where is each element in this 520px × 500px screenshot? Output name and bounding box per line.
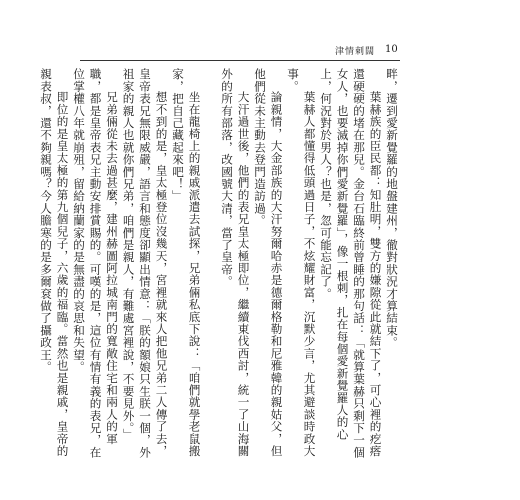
vertical-text-body (39, 68, 400, 463)
paragraph: 兄弟倆從未去過甚麼，建州赫圖阿拉城南門的寬敞住宅和兩人的軍職，都是皇帝表兄主動安排賞賜的。可嘆的是，這位有情有義的表兄，在位掌權八年就崩殂，留給納蘭家的是無盡的哀思和失望。 (72, 68, 119, 459)
paragraph: 想不到的是，皇太極登位沒幾天，宮裡就來人把他兄弟二人傳了去，皇帝表兄無限威嚴，語言和態度卻顯出情意：「朕的額娘只生朕一個，外祖家的親人也就你們兄弟，咱們是親人，有難處宮裡說，不要見外。」 (121, 68, 169, 459)
paragraph: 坐在龍椅上的親戚派遣去試探，兄弟倆私底下說：「咱們就學老鼠搬家，把自己藏起來吧！」 (171, 68, 202, 458)
paragraph: 葉赫人都懂得低頭過日子，不炫耀財富，沉默少言，尤其避談時政大事。 (286, 68, 317, 458)
running-header: 津情刺闊 (335, 47, 376, 57)
paragraph: 即位的是皇太極的第九個兒子，六歲的福臨。當然也是親戚，皇帝的親表叔，還不夠親嗎？今人膽寒的是多爾袞做了攝政王。 (39, 68, 70, 458)
paragraph: 論親情，大金部族的大汗努爾哈赤是德爾格勒和尼雅韓的親姑父，但他們從未主動去登門造訪過。 (253, 68, 284, 458)
page-number: 10 (385, 44, 398, 55)
header-divider (80, 60, 400, 61)
paragraph: 葉赫族的臣民都：知肚明，雙方的嫌隙從此就結下了，可心裡的疙瘩還硬硬的堵在那兒。金台石臨終前曾睡的那句話：「就算葉赫只剩下一個女人，也要滅掉你們愛新覺羅」，像一根刺，扎在每個愛新覺羅人的心上，何況對於男人？也是，忽可能忘記了。 (319, 68, 383, 459)
paragraph: 畔，遷到愛新覺羅的地盤建州，徹對狀況才算結束。 (385, 68, 399, 349)
paragraph: 大汗過世後，他們的表兄皇太極即位，繼續東伐西討，統一了山海關外的所有部落，改國號大清，當了皇帝。 (220, 68, 251, 458)
